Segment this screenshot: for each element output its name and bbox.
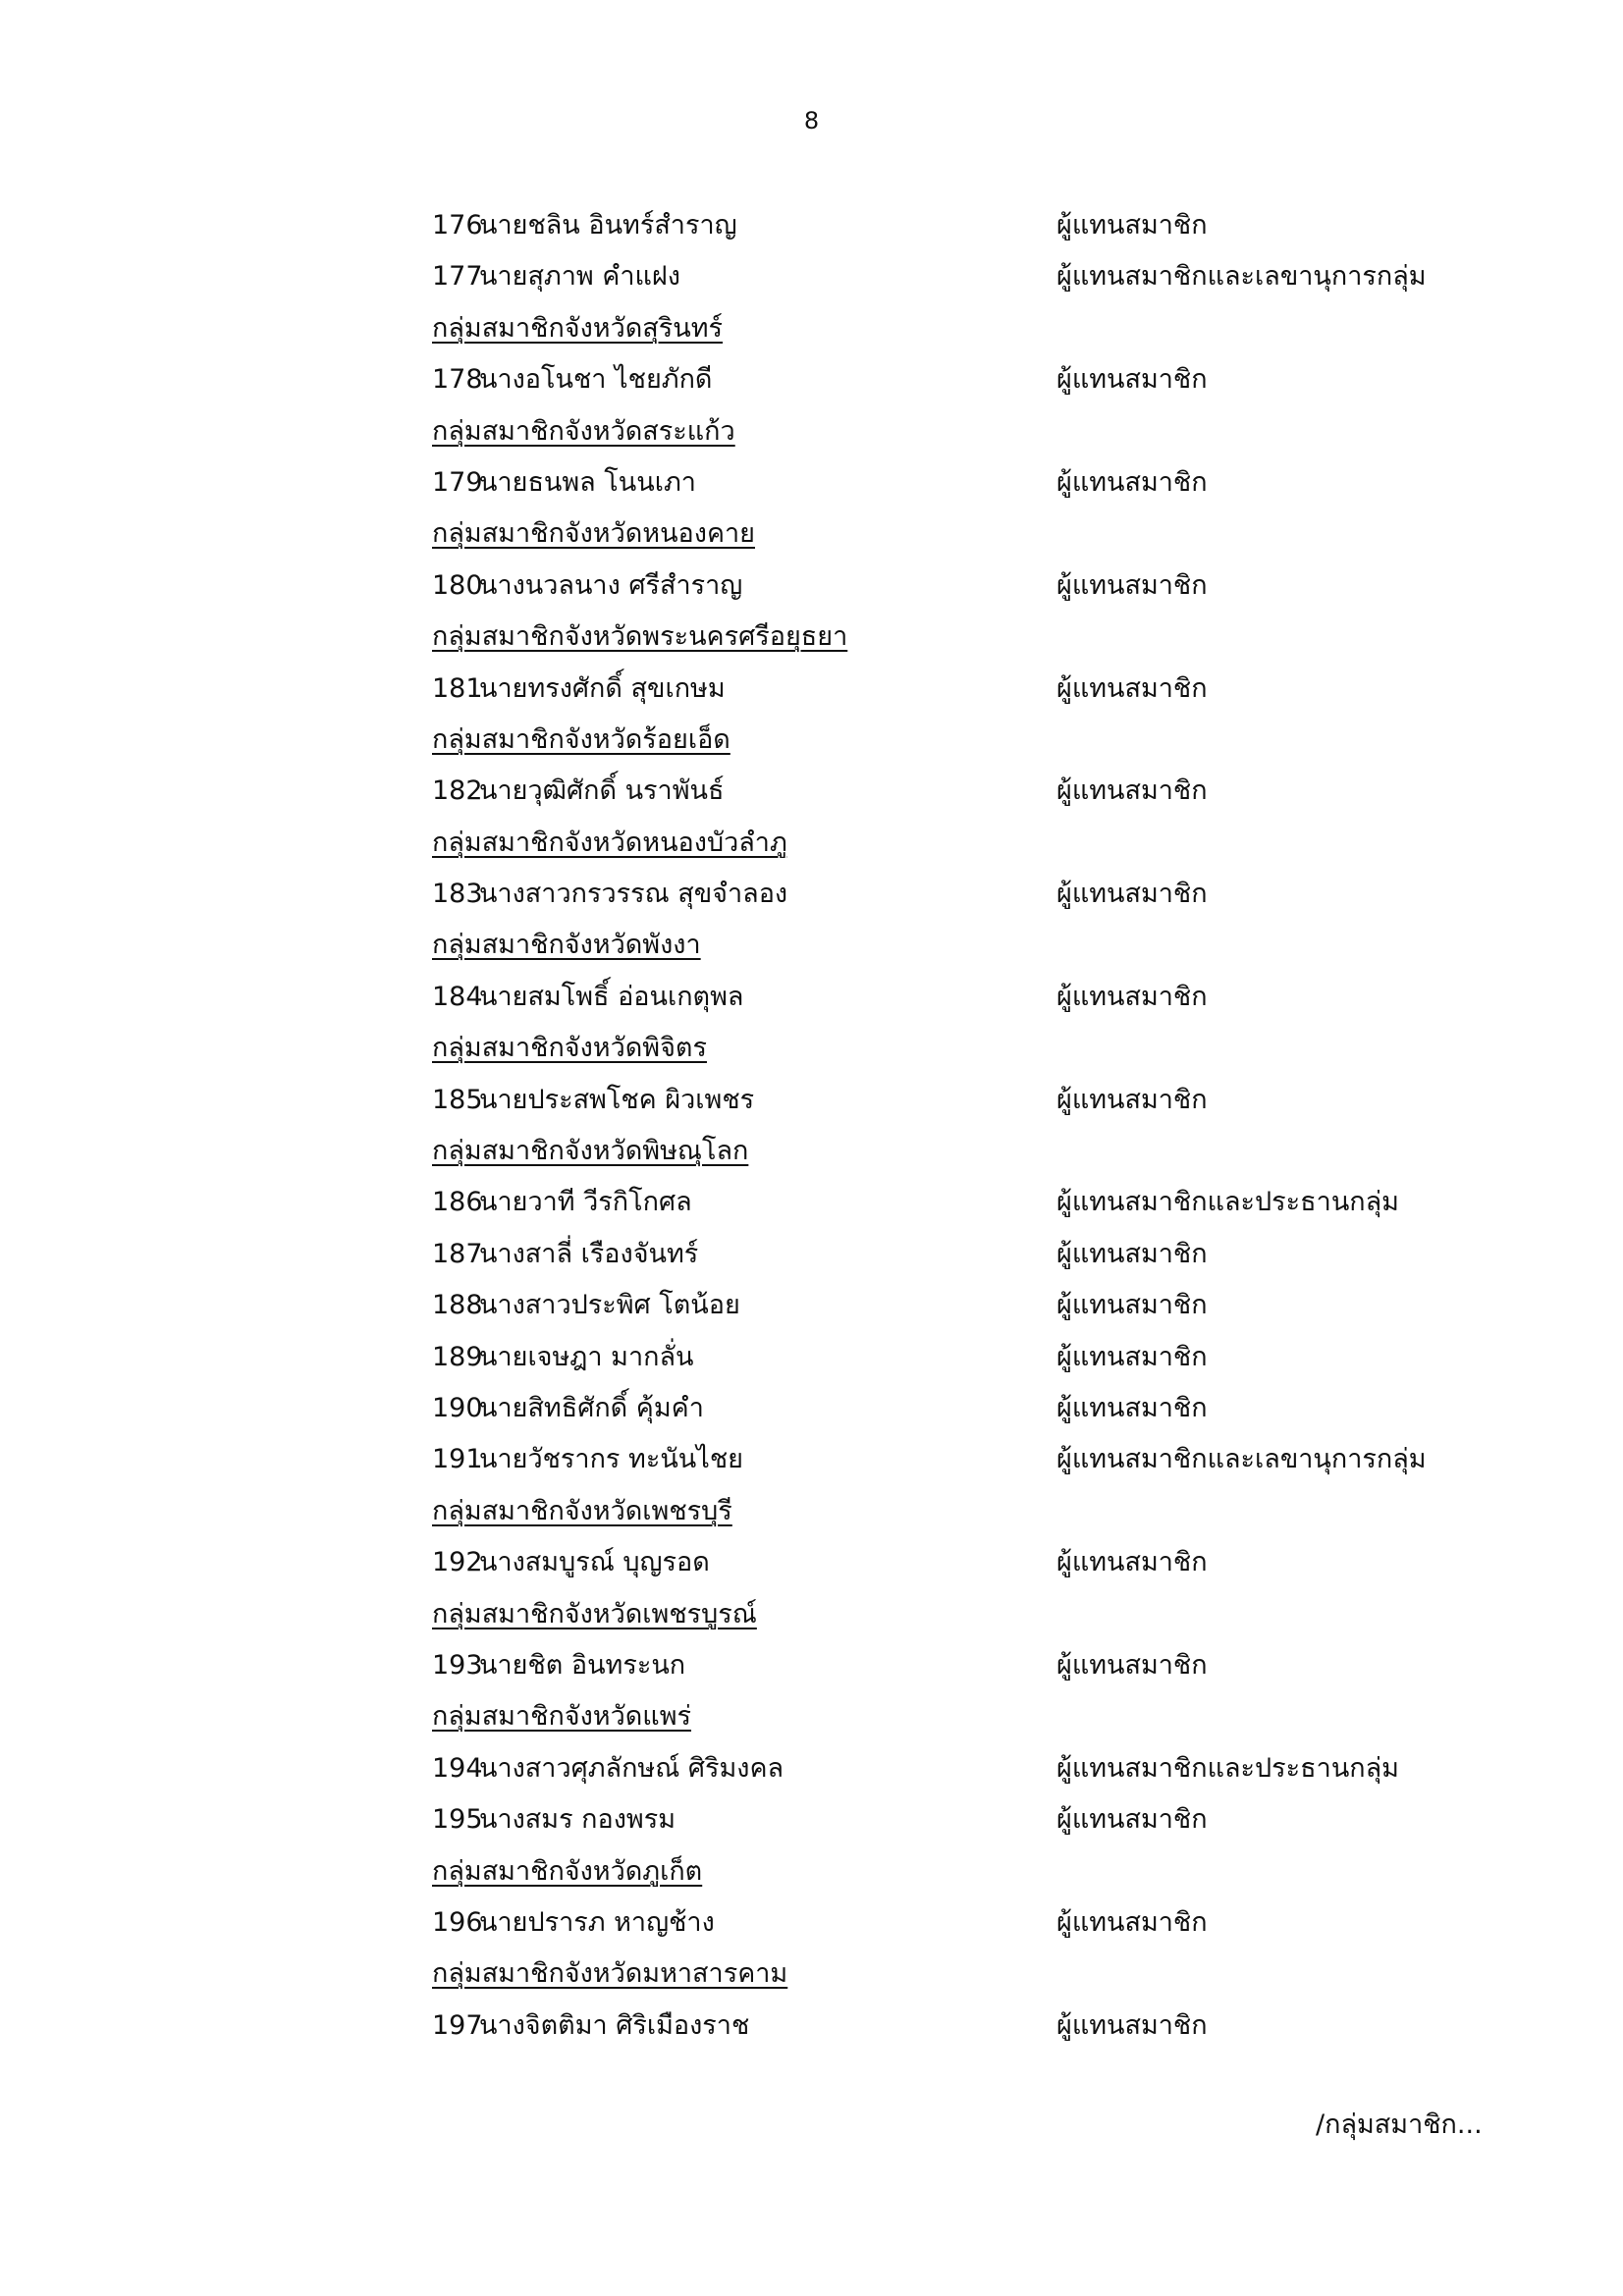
- member-role: ผู้แทนสมาชิกและเลขานุการกลุ่ม: [1056, 1444, 1427, 1475]
- member-row: [0, 457, 1623, 508]
- member-role: ผู้แทนสมาชิกและเลขานุการกลุ่ม: [1056, 261, 1427, 293]
- member-number: 178: [432, 364, 483, 396]
- member-role: ผู้แทนสมาชิก: [1056, 775, 1208, 807]
- member-role: ผู้แทนสมาชิก: [1056, 1084, 1208, 1115]
- group-heading: กลุ่มสมาชิกจังหวัดพังงา: [432, 930, 701, 961]
- member-row: [0, 972, 1623, 1023]
- group-heading-row: [0, 612, 1623, 663]
- member-role: ผู้แทนสมาชิก: [1056, 210, 1208, 240]
- group-heading-row: [0, 303, 1623, 354]
- member-name: นายสิทธิศักดิ์ คุ้มคำ: [479, 1392, 704, 1423]
- group-heading-row: [0, 1846, 1623, 1897]
- member-row: [0, 1537, 1623, 1588]
- member-role: ผู้แทนสมาชิก: [1056, 1547, 1208, 1578]
- member-name: นายสมโพธิ์ อ่อนเกตุพล: [479, 981, 744, 1012]
- member-number: 176: [432, 210, 483, 240]
- member-role: ผู้แทนสมาชิก: [1056, 672, 1208, 704]
- member-role: ผู้แทนสมาชิก: [1056, 981, 1208, 1012]
- member-role: ผู้แทนสมาชิก: [1056, 1238, 1208, 1269]
- member-role: ผู้แทนสมาชิก: [1056, 364, 1208, 396]
- member-row: [0, 1177, 1623, 1228]
- member-role: ผู้แทนสมาชิก: [1056, 1341, 1208, 1372]
- continuation-note: /กลุ่มสมาชิก...: [1316, 2109, 1483, 2140]
- member-number: 182: [432, 775, 483, 807]
- member-role: ผู้แทนสมาชิก: [1056, 879, 1208, 910]
- member-number: 179: [432, 466, 483, 498]
- member-number: 183: [432, 879, 483, 910]
- member-number: 186: [432, 1187, 483, 1218]
- group-heading-row: [0, 818, 1623, 869]
- member-name: นางสมบูรณ์ บุญรอด: [479, 1547, 710, 1578]
- member-number: 185: [432, 1084, 483, 1115]
- page-number: 8: [803, 107, 820, 134]
- member-number: 181: [432, 672, 483, 704]
- member-row: [0, 251, 1623, 302]
- group-heading: กลุ่มสมาชิกจังหวัดสระแก้ว: [432, 415, 735, 447]
- member-row: [0, 1229, 1623, 1280]
- member-row: [0, 664, 1623, 715]
- member-row: [0, 1383, 1623, 1434]
- member-name: นางสมร กองพรม: [479, 1804, 676, 1836]
- group-heading-row: [0, 406, 1623, 457]
- member-role: ผู้แทนสมาชิก: [1056, 466, 1208, 498]
- group-heading: กลุ่มสมาชิกจังหวัดหนองคาย: [432, 518, 755, 550]
- member-number: 195: [432, 1804, 483, 1836]
- group-heading-row: [0, 715, 1623, 766]
- member-number: 188: [432, 1290, 483, 1321]
- member-row: [0, 354, 1623, 405]
- group-heading-row: [0, 1023, 1623, 1074]
- member-name: นางสาวกรวรรณ สุขจำลอง: [479, 879, 788, 910]
- member-role: ผู้แทนสมาชิก: [1056, 2009, 1208, 2041]
- member-row: [0, 561, 1623, 612]
- member-role: ผู้แทนสมาชิก: [1056, 1392, 1208, 1423]
- member-role: ผู้แทนสมาชิกและประธานกลุ่ม: [1056, 1752, 1399, 1784]
- member-role: ผู้แทนสมาชิก: [1056, 1649, 1208, 1681]
- group-heading: กลุ่มสมาชิกจังหวัดเพชรบุรี: [432, 1495, 732, 1526]
- member-row: [0, 766, 1623, 817]
- member-name: นายทรงศักดิ์ สุขเกษม: [479, 672, 726, 704]
- member-row: [0, 1434, 1623, 1485]
- group-heading: กลุ่มสมาชิกจังหวัดพิจิตร: [432, 1033, 707, 1064]
- member-row: [0, 1075, 1623, 1126]
- member-row: [0, 2001, 1623, 2052]
- member-name: นายวาที วีรกิโกศล: [479, 1187, 692, 1218]
- member-name: นายเจษฎา มากลั่น: [479, 1341, 694, 1372]
- member-number: 190: [432, 1392, 483, 1423]
- member-role: ผู้แทนสมาชิกและประธานกลุ่ม: [1056, 1187, 1399, 1218]
- member-name: นางจิตติมา ศิริเมืองราช: [479, 2009, 750, 2041]
- member-row: [0, 200, 1623, 251]
- group-heading: กลุ่มสมาชิกจังหวัดแพร่: [432, 1701, 692, 1733]
- member-name: นางสาวศุภลักษณ์ ศิริมงคล: [479, 1752, 784, 1784]
- member-row: [0, 1640, 1623, 1691]
- member-row: [0, 1743, 1623, 1794]
- member-role: ผู้แทนสมาชิก: [1056, 1906, 1208, 1938]
- member-number: 192: [432, 1547, 483, 1578]
- member-number: 193: [432, 1649, 483, 1681]
- member-list: [0, 200, 1623, 2052]
- member-name: นางนวลนาง ศรีสำราญ: [479, 569, 743, 601]
- member-row: [0, 869, 1623, 920]
- member-name: นายธนพล โนนเภา: [479, 466, 696, 498]
- group-heading: กลุ่มสมาชิกจังหวัดร้อยเอ็ด: [432, 723, 730, 755]
- group-heading: กลุ่มสมาชิกจังหวัดมหาสารคาม: [432, 1958, 788, 1990]
- group-heading: กลุ่มสมาชิกจังหวัดภูเก็ต: [432, 1855, 703, 1887]
- member-name: นายสุภาพ คำแฝง: [479, 261, 680, 293]
- member-name: นางสาวประพิศ โตน้อย: [479, 1290, 740, 1321]
- member-row: [0, 1897, 1623, 1949]
- member-number: 189: [432, 1341, 483, 1372]
- member-row: [0, 1280, 1623, 1331]
- member-number: 177: [432, 261, 483, 293]
- group-heading: กลุ่มสมาชิกจังหวัดเพชรบูรณ์: [432, 1598, 757, 1629]
- member-name: นางสาลี่ เรืองจันทร์: [479, 1238, 699, 1269]
- group-heading-row: [0, 1589, 1623, 1640]
- member-row: [0, 1332, 1623, 1383]
- group-heading: กลุ่มสมาชิกจังหวัดพระนครศรีอยุธยา: [432, 621, 848, 653]
- group-heading-row: [0, 1126, 1623, 1177]
- member-name: นางอโนชา ไชยภักดี: [479, 364, 713, 396]
- member-name: นายวัชรากร ทะนันไชย: [479, 1444, 743, 1475]
- member-name: นายชิต อินทระนก: [479, 1649, 686, 1681]
- group-heading: กลุ่มสมาชิกจังหวัดหนองบัวลำภู: [432, 827, 787, 858]
- member-name: นายปรารภ หาญช้าง: [479, 1906, 715, 1938]
- group-heading-row: [0, 920, 1623, 971]
- member-number: 197: [432, 2009, 483, 2041]
- group-heading-row: [0, 1949, 1623, 2000]
- member-role: ผู้แทนสมาชิก: [1056, 1804, 1208, 1836]
- member-name: นายวุฒิศักดิ์ นราพันธ์: [479, 775, 725, 807]
- group-heading-row: [0, 508, 1623, 560]
- group-heading-row: [0, 1486, 1623, 1537]
- member-number: 196: [432, 1906, 483, 1938]
- member-number: 180: [432, 569, 483, 601]
- member-role: ผู้แทนสมาชิก: [1056, 569, 1208, 601]
- member-number: 184: [432, 981, 483, 1012]
- group-heading: กลุ่มสมาชิกจังหวัดสุรินทร์: [432, 312, 724, 344]
- member-role: ผู้แทนสมาชิก: [1056, 1290, 1208, 1321]
- member-name: นายประสพโชค ผิวเพชร: [479, 1084, 755, 1115]
- member-number: 191: [432, 1444, 483, 1475]
- member-row: [0, 1794, 1623, 1845]
- group-heading: กลุ่มสมาชิกจังหวัดพิษณุโลก: [432, 1136, 749, 1167]
- member-number: 194: [432, 1752, 483, 1784]
- member-number: 187: [432, 1238, 483, 1269]
- member-name: นายชลิน อินทร์สำราญ: [479, 210, 737, 240]
- group-heading-row: [0, 1691, 1623, 1742]
